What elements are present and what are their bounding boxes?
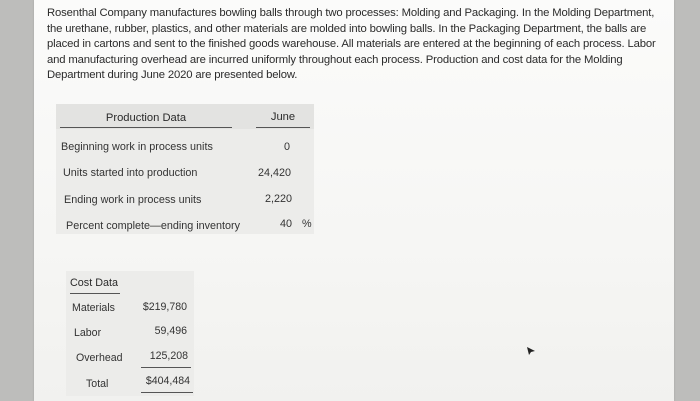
percent-unit: %	[302, 218, 312, 230]
production-data-header: Production Data	[60, 112, 232, 128]
production-row-value: 0	[283, 141, 290, 153]
cost-row-label: Overhead	[76, 352, 123, 364]
cost-row-label: Labor	[74, 327, 102, 339]
cost-row-value: $219,780	[142, 301, 187, 313]
production-row-label: Ending work in process units	[64, 194, 202, 206]
production-row-label: Percent complete—ending inventory	[66, 220, 241, 232]
production-row-label: Units started into production	[63, 167, 198, 179]
total-double-underline	[141, 392, 193, 393]
problem-description: Rosenthal Company manufactures bowling balls through two processes: Molding and Packaging. In the Molding Department, the urethane, rubber, plastics, and other materials are molded into bowling balls. In the Packaging Department, the balls are placed in cartons and sent to the finished goods warehouse. All materials are entered at the beginning of each process. Labor and manufacturing overhead are incurred uniformly throughout each process. Production and cost data for the Molding Department during June 2020 are presented below.	[47, 7, 656, 82]
production-row-value: 24,420	[257, 167, 291, 179]
period-header: June	[256, 111, 310, 128]
production-row-label: Beginning work in process units	[61, 141, 213, 153]
production-row-value: 2,220	[264, 193, 292, 205]
cost-row-label: Materials	[72, 302, 115, 314]
mouse-pointer-icon	[526, 346, 536, 356]
subtotal-underline	[141, 367, 191, 368]
cost-row-value: 59,496	[154, 325, 187, 337]
cost-row-value: 125,208	[149, 350, 188, 362]
cost-row-label: Total	[86, 378, 109, 390]
production-row-value: 40	[279, 218, 292, 230]
cost-data-header: Cost Data	[70, 277, 120, 294]
cost-row-value: $404,484	[145, 375, 190, 387]
